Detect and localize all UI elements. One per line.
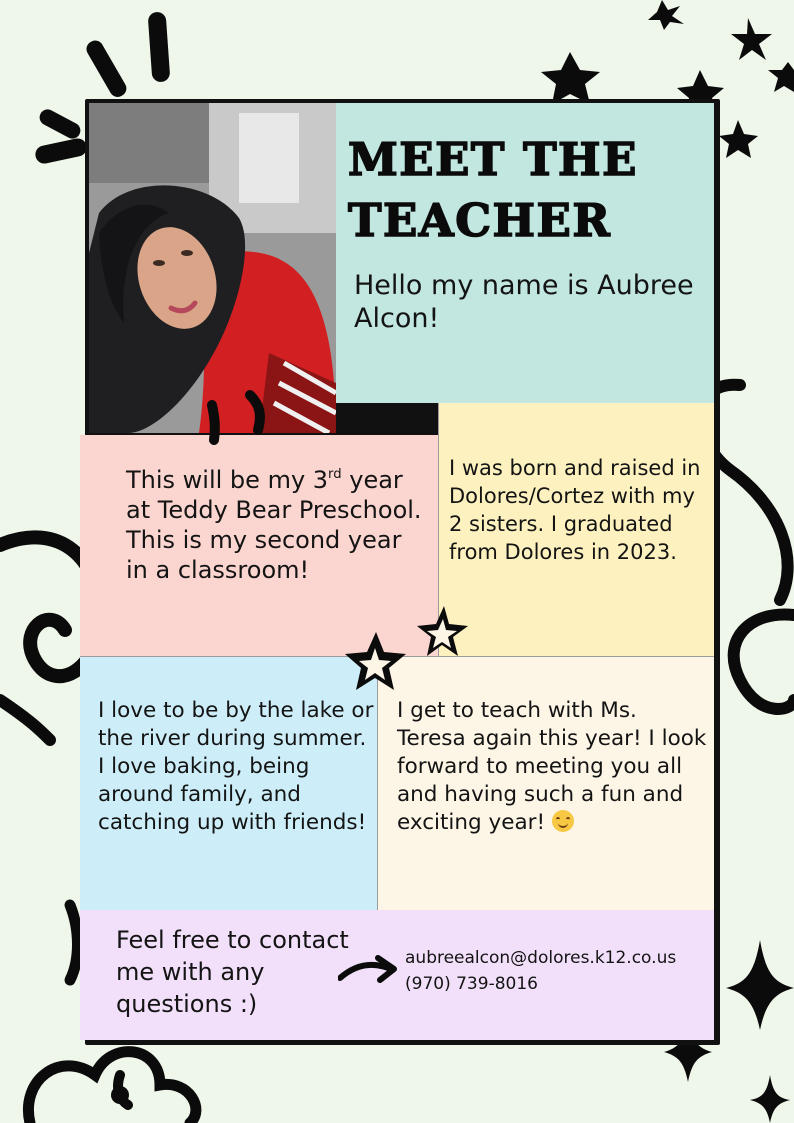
divider-vertical [377,656,378,910]
experience-text [126,465,426,585]
title-line-1: MEET THE [348,133,638,186]
background-panel [438,403,714,656]
phone-number: (970) 739-8016 [405,974,538,994]
contact-prompt: Feel free to contact me with any questions :) [116,926,349,1018]
contact-panel [80,910,714,1040]
email-link[interactable]: aubreealcon@dolores.k12.co.us [405,948,677,968]
title-panel [336,103,714,403]
background-text: I was born and raised in Dolores/Cortez with my 2 sisters. I graduated from Dolores in 2023. [449,456,701,564]
divider-vertical [438,403,439,656]
plans-text [397,697,709,837]
teacher-photo [89,103,336,433]
ordinal-suffix: rd [328,467,342,483]
smiling-face-icon [552,810,574,832]
divider-horizontal [80,656,714,657]
contact-details [405,945,676,997]
experience-text-end: year at Teddy Bear Preschool. This is my second year in a classroom! [126,466,422,584]
curved-arrow-icon [338,948,400,988]
page-title [348,129,710,251]
teacher-portrait-image [89,103,336,433]
plans-text-body: I get to teach with Ms. Teresa again this year! I look forward to meeting you all and having such a fun and exciting year! [397,698,707,835]
experience-text-start: This will be my 3 [126,466,329,494]
plans-panel [377,656,714,910]
greeting-text: Hello my name is Aubree Alcon! [354,270,694,334]
hobbies-text: I love to be by the lake or the river during summer. I love baking, being around family, and catching up with friends! [98,698,374,835]
title-line-2: TEACHER [348,194,612,247]
hobbies-panel [80,656,377,910]
experience-panel [80,435,438,656]
